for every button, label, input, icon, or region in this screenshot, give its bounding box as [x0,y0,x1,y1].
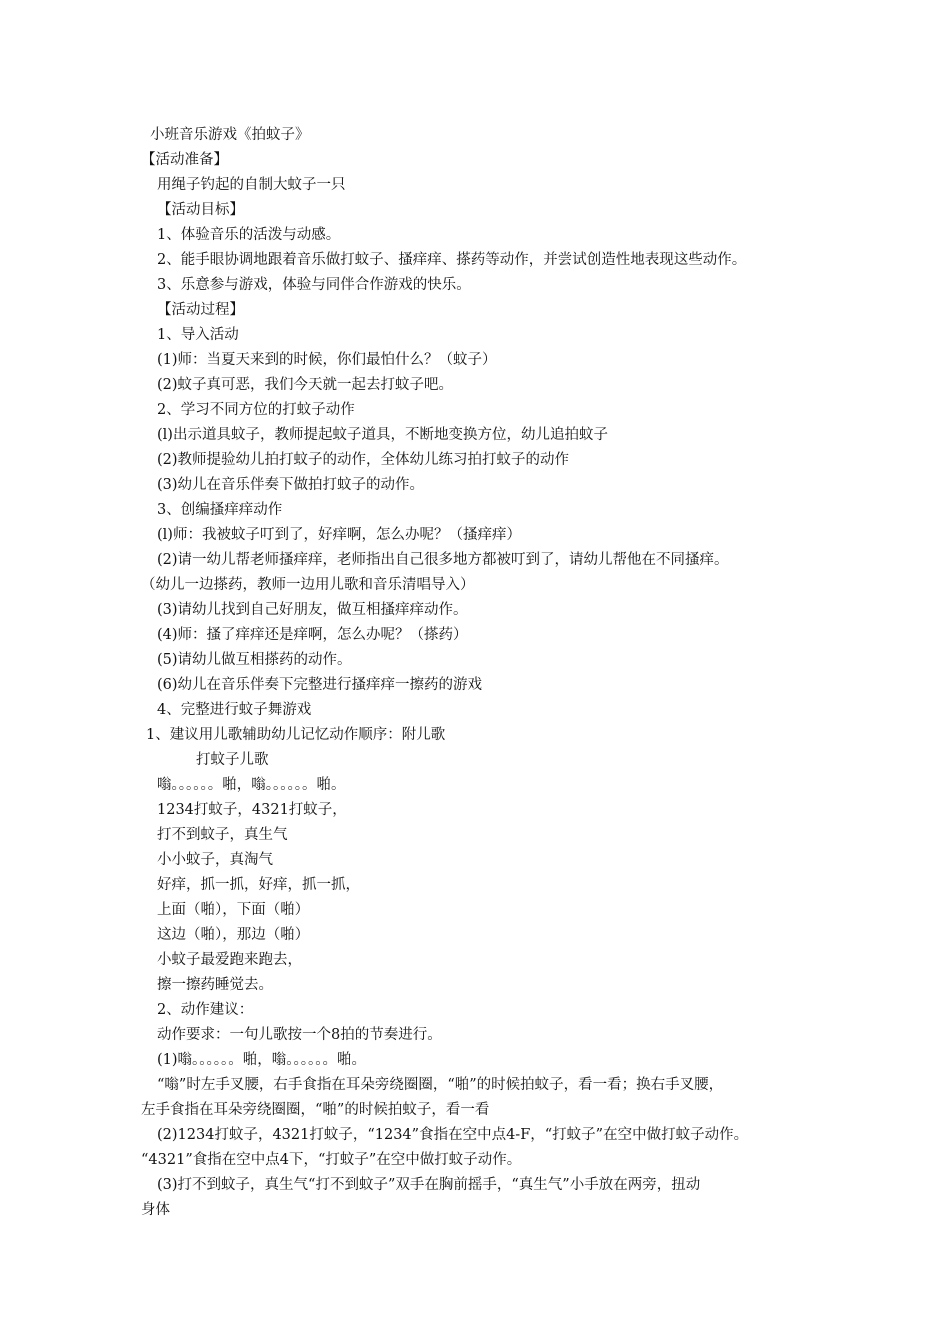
paragraph: （幼儿一边搽药，教师一边用儿歌和音乐清唱导入） [141,577,475,593]
paragraph: “嗡”时左手叉腰，右手食指在耳朵旁绕圈圈，“啪”的时候拍蚊子，看一看；换右手叉腰， [157,1077,724,1093]
song-line: 1234打蚊子，4321打蚊子， [157,802,347,818]
paragraph: (l)师：我被蚊子叮到了，好痒啊，怎么办呢？（搔痒痒） [157,527,521,543]
paragraph: 身体 [141,1202,170,1218]
paragraph: (4)师：搔了痒痒还是痒啊，怎么办呢？（搽药） [157,627,468,643]
paragraph: (6)幼儿在音乐伴奏下完整进行搔痒痒一擦药的游戏 [157,677,483,693]
section-heading: 【活动过程】 [157,302,244,318]
paragraph: (5)请幼儿做互相搽药的动作。 [157,652,352,668]
paragraph: 左手食指在耳朵旁绕圈圈，“啪”的时候拍蚊子，看一看 [141,1102,490,1118]
paragraph: 用绳子钓起的自制大蚊子一只 [157,177,346,193]
subheading: 4、完整进行蚊子舞游戏 [157,702,312,718]
paragraph: (l)出示道具蚊子，教师提起蚊子道具，不断地变换方位，幼儿追拍蚊子 [157,427,608,443]
paragraph: 3、乐意参与游戏，体验与同伴合作游戏的快乐。 [157,277,471,293]
section-heading: 【活动目标】 [157,202,244,218]
paragraph: 2、能手眼协调地跟着音乐做打蚊子、搔痒痒、搽药等动作，并尝试创造性地表现这些动作。 [157,252,747,268]
song-line: 嗡。。。。。。啪，嗡。。。。。。啪。 [157,777,346,793]
paragraph: 动作要求：一句儿歌按一个8拍的节奏进行。 [157,1027,442,1043]
song-title: 打蚊子儿歌 [196,752,269,768]
paragraph: (1)师：当夏天来到的时候，你们最怕什么？（蚊子） [157,352,497,368]
paragraph: (3)打不到蚊子，真生气“打不到蚊子”双手在胸前摇手，“真生气”小手放在两旁，扭动 [157,1177,701,1193]
subheading: 2、学习不同方位的打蚊子动作 [157,402,355,418]
paragraph: (3)幼儿在音乐伴奏下做拍打蚊子的动作。 [157,477,425,493]
paragraph: (3)请幼儿找到自己好朋友，做互相搔痒痒动作。 [157,602,468,618]
paragraph: (2)蚊子真可恶，我们今天就一起去打蚊子吧。 [157,377,454,393]
song-line: 这边（啪），那边（啪） [157,927,310,943]
song-line: 小小蚊子，真淘气 [157,852,273,868]
song-line: 小蚊子最爱跑来跑去， [157,952,302,968]
paragraph: (2)教师提验幼儿拍打蚊子的动作，全体幼儿练习拍打蚊子的动作 [157,452,570,468]
paragraph: 1、建议用儿歌辅助幼儿记忆动作顺序：附儿歌 [146,727,446,743]
song-line: 擦一擦药睡觉去。 [157,977,273,993]
song-line: 打不到蚊子，真生气 [157,827,288,843]
section-heading: 【活动准备】 [141,152,228,168]
subheading: 1、导入活动 [157,327,239,343]
song-line: 好痒，抓一抓，好痒，抓一抓， [157,877,360,893]
subheading: 2、动作建议： [157,1002,254,1018]
paragraph: “4321”食指在空中点4下，“打蚊子”在空中做打蚊子动作。 [141,1152,522,1168]
paragraph: (1)嗡。。。。。。啪，嗡。。。。。。啪。 [157,1052,367,1068]
subheading: 3、创编搔痒痒动作 [157,502,283,518]
document-title: 小班音乐游戏《拍蚊子》 [150,127,310,143]
paragraph: 1、体验音乐的活泼与动感。 [157,227,341,243]
song-line: 上面（啪），下面（啪） [157,902,310,918]
paragraph: (2)1234打蚊子，4321打蚊子，“1234”食指在空中点4-F，“打蚊子”在空中做打蚊子动作。 [157,1127,749,1143]
paragraph: (2)请一幼儿帮老师搔痒痒，老师指出自己很多地方都被叮到了，请幼儿帮他在不同搔痒。 [157,552,729,568]
